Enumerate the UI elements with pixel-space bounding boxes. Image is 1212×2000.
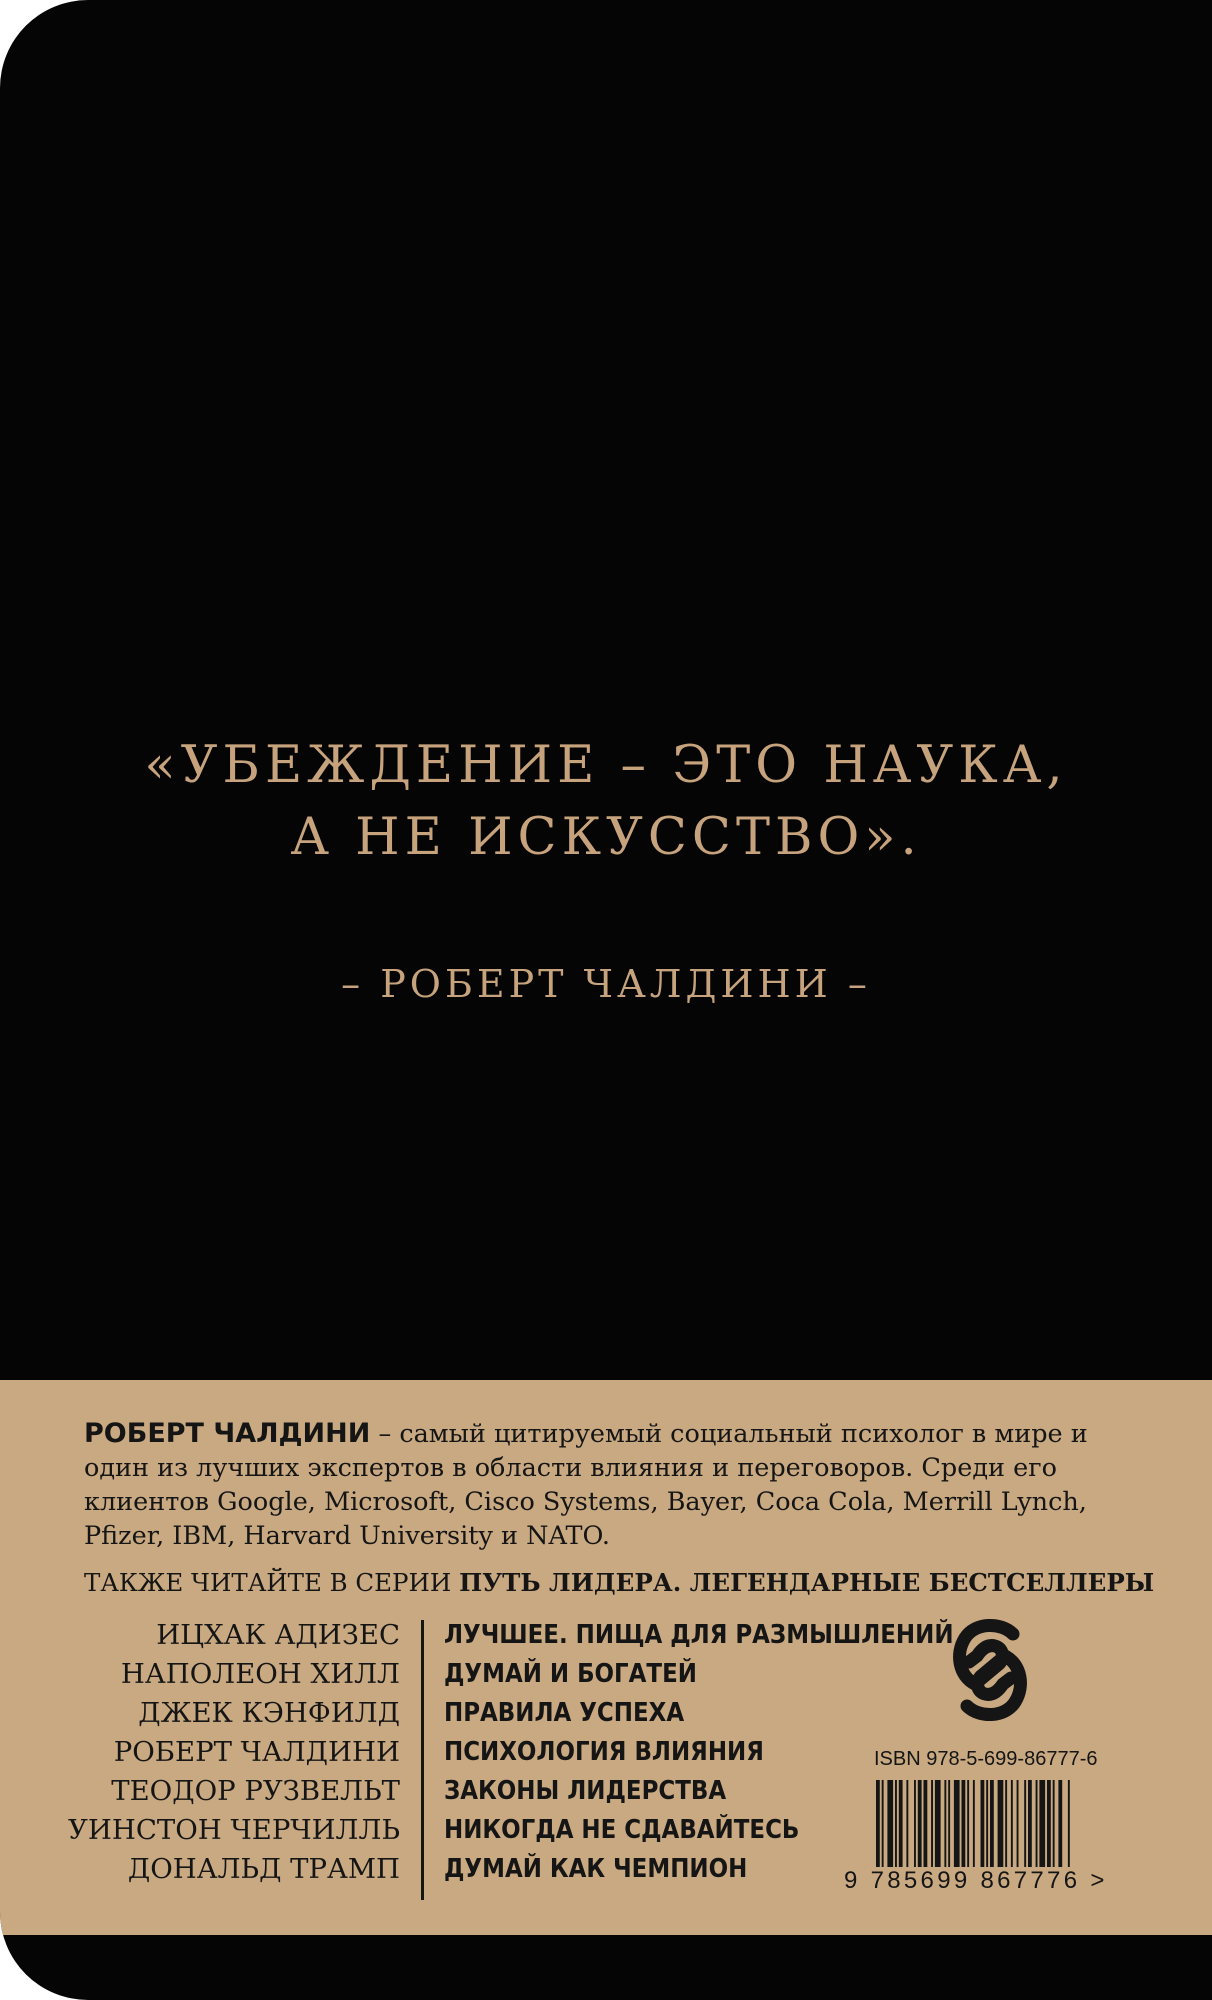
barcode-bar: [924, 1780, 928, 1880]
barcode-bar: [918, 1780, 922, 1880]
bio-text: – самый цитируемый социальный психолог в мире и один из лучших экспертов в области влияния и переговоров. Среди его клиентов Google, Microsoft, Cisco Systems, Bayer, Coca Cola, Merrill Lynch, Pfizer, IBM, Harvard University и NATO.: [84, 1419, 1088, 1551]
barcode-bar: [954, 1780, 960, 1880]
barcode-bar: [944, 1780, 946, 1880]
series-prefix: ТАКЖЕ ЧИТАЙТЕ В СЕРИИ: [84, 1568, 460, 1597]
book-author: УИНСТОН ЧЕРЧИЛЛЬ: [68, 1814, 400, 1846]
author-bio: [84, 1417, 1134, 1553]
barcode: [876, 1780, 1129, 1880]
barcode-bar: [962, 1780, 966, 1880]
book-author: ТЕОДОР РУЗВЕЛЬТ: [111, 1775, 400, 1807]
barcode-bar: [973, 1780, 975, 1880]
series-name: ПУТЬ ЛИДЕРА. ЛЕГЕНДАРНЫЕ БЕСТСЕЛЛЕРЫ: [459, 1568, 1155, 1597]
barcode-bar: [1017, 1780, 1019, 1880]
barcode-bar: [882, 1780, 884, 1880]
isbn-label: ISBN 978-5-699-86777-6: [874, 1748, 1098, 1770]
barcode-bar: [914, 1780, 916, 1880]
book-title: ДУМАЙ КАК ЧЕМПИОН: [444, 1854, 748, 1884]
barcode-bar: [887, 1780, 893, 1880]
book-title: ДУМАЙ И БОГАТЕЙ: [444, 1659, 697, 1689]
barcode-bar: [1047, 1780, 1051, 1880]
barcode-bar: [931, 1780, 933, 1880]
book-author: РОБЕРТ ЧАЛДИНИ: [113, 1736, 400, 1768]
book-author: ДОНАЛЬД ТРАМП: [127, 1853, 400, 1885]
barcode-bar: [899, 1780, 903, 1880]
barcode-bar: [906, 1780, 908, 1880]
cover-quote: [0, 730, 1212, 874]
quote-line-2: А НЕ ИСКУССТВО».: [290, 808, 922, 867]
barcode-bar: [998, 1780, 1004, 1880]
barcode-bar: [990, 1780, 994, 1880]
eksmo-logo-icon: [953, 1618, 1027, 1722]
barcode-bar: [1068, 1780, 1070, 1880]
barcode-bar: [935, 1780, 941, 1880]
barcode-bar: [1028, 1780, 1032, 1880]
barcode-bar: [1058, 1780, 1062, 1880]
quote-attribution: – РОБЕРТ ЧАЛДИНИ –: [341, 962, 871, 1006]
barcode-bar: [1011, 1780, 1013, 1880]
book-title: ЗАКОНЫ ЛИДЕРСТВА: [444, 1776, 727, 1806]
quote-line-1: «УБЕЖДЕНИЕ – ЭТО НАУКА,: [144, 736, 1068, 795]
book-author: ИЦХАК АДИЗЕС: [156, 1619, 400, 1651]
barcode-bar: [986, 1780, 988, 1880]
list-divider: [421, 1620, 424, 1900]
bio-author-name: РОБЕРТ ЧАЛДИНИ: [84, 1418, 371, 1449]
book-title: ПРАВИЛА УСПЕХА: [444, 1698, 685, 1728]
barcode-bar: [1039, 1780, 1045, 1880]
book-author: НАПОЛЕОН ХИЛЛ: [120, 1658, 400, 1690]
barcode-digits: 9 785699 867776 >: [844, 1867, 1108, 1894]
barcode-bar: [1036, 1780, 1038, 1880]
barcode-bar: [981, 1780, 985, 1880]
book-authors-list: [60, 1616, 400, 1889]
barcode-bar: [895, 1780, 897, 1880]
book-title: ЛУЧШЕЕ. ПИЩА ДЛЯ РАЗМЫШЛЕНИЙ: [444, 1620, 954, 1650]
book-title: НИКОГДА НЕ СДАВАЙТЕСЬ: [444, 1815, 800, 1845]
barcode-bar: [1005, 1780, 1007, 1880]
book-author: ДЖЕК КЭНФИЛД: [138, 1697, 400, 1729]
series-line: [84, 1568, 1154, 1597]
barcode-bar: [967, 1780, 969, 1880]
barcode-bar: [1053, 1780, 1055, 1880]
book-title: ПСИХОЛОГИЯ ВЛИЯНИЯ: [444, 1737, 764, 1767]
info-panel: [0, 1380, 1212, 1935]
barcode-bar: [1024, 1780, 1026, 1880]
barcode-bar: [876, 1780, 880, 1880]
barcode-bar: [948, 1780, 950, 1880]
